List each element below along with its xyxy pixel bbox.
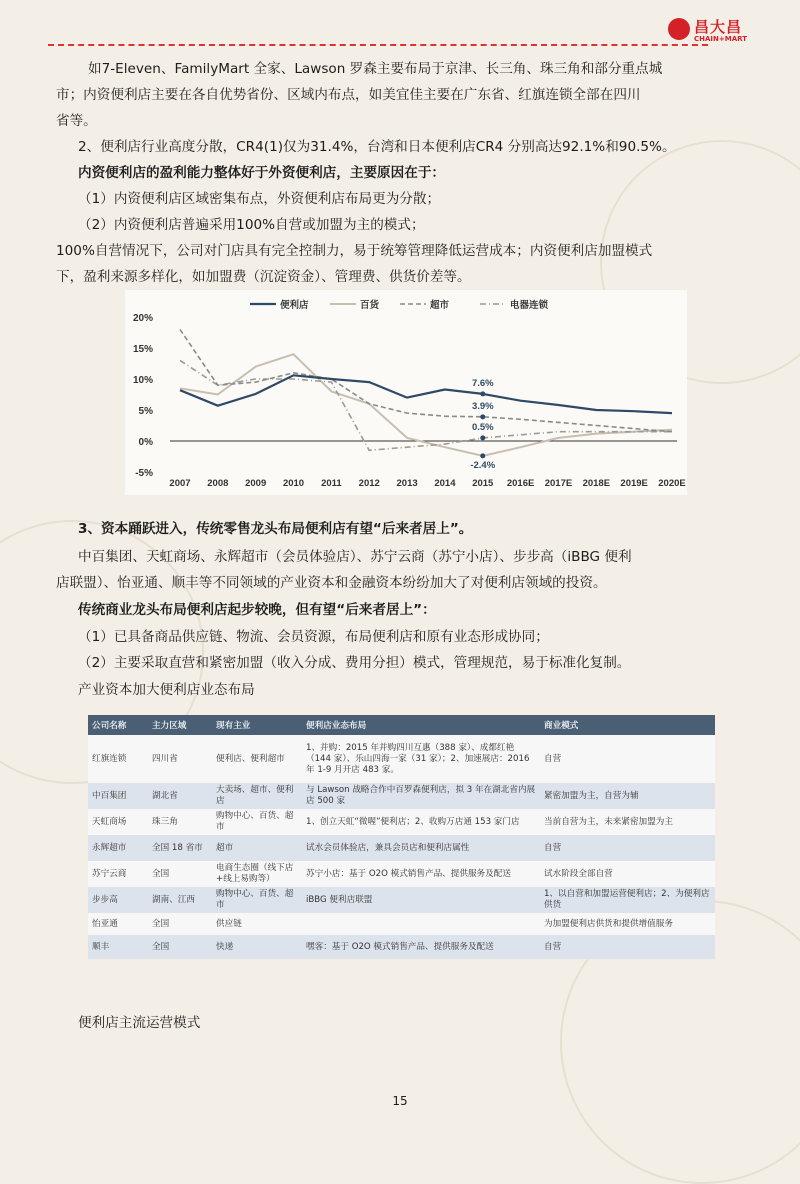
table-header-row: [88, 715, 715, 735]
data-label: 0.5%: [471, 421, 494, 433]
table-cell: 自营: [540, 735, 715, 783]
chart-lines: [180, 329, 672, 456]
y-tick-label: -5%: [135, 468, 153, 479]
chart-axes: [133, 313, 686, 489]
table-cell: 湖北省: [148, 783, 212, 809]
legend-label: 百货: [360, 300, 380, 311]
series-line-便利店: [180, 375, 672, 413]
table-cell: 天虹商场: [88, 809, 148, 835]
logo-mark-icon: [668, 18, 690, 40]
y-tick-label: 0%: [138, 437, 153, 448]
y-tick-label: 5%: [138, 406, 153, 417]
x-tick-label: 2010: [282, 478, 305, 489]
table-cell: 快递: [212, 935, 302, 959]
table-cell: 中百集团: [88, 783, 148, 809]
page-number: 15: [392, 1094, 408, 1108]
paragraph-line: 如7-Eleven、FamilyMart 全家、Lawson 罗森主要布局于京津、长三角、珠三角和部分重点城: [88, 61, 663, 77]
series-line-电器连锁: [180, 360, 672, 450]
table-header-cell: 商业模式: [540, 715, 715, 735]
data-label: 3.9%: [471, 400, 494, 412]
table-cell: 电商生态圈（线下店+线上易购等）: [212, 861, 302, 887]
table-cell: 珠三角: [148, 809, 212, 835]
header-divider: [48, 44, 708, 46]
paragraph-line: 店联盟）、怡亚通、顺丰等不同领域的产业资本和金融资本纷纷加大了对便利店领域的投资。: [56, 575, 607, 591]
table-cell: 自营: [540, 935, 715, 959]
table-cell: iBBG 便利店联盟: [302, 887, 540, 913]
logo-sub-text: CHAIN+MART: [694, 35, 747, 43]
table-row: [88, 913, 715, 935]
x-tick-label: 2015: [472, 478, 494, 489]
table-cell: 嘿客：基于 O2O 模式销售产品、提供服务及配送: [302, 935, 540, 959]
section-heading: 3、资本踊跃进入，传统零售龙头布局便利店有望“后来者居上”。: [78, 521, 473, 537]
table-row: [88, 783, 715, 809]
table-cell: 1、并购：2015 年并购四川互惠（388 家）、成都红艳（144 家）、乐山四海一家（31 家）；2、加速展店：2016 年 1-9 月开店 483 家。: [302, 735, 540, 783]
table-cell: 顺丰: [88, 935, 148, 959]
table-header-cell: 便利店业态布局: [302, 715, 540, 735]
y-tick-label: 20%: [132, 313, 153, 324]
table-cell: 全国: [148, 935, 212, 959]
table-cell: 自营: [540, 835, 715, 861]
x-tick-label: 2007: [169, 478, 191, 489]
paragraph-line: 便利店主流运营模式: [78, 1015, 201, 1031]
table-cell: [302, 913, 540, 935]
logo-brand-text: 昌大昌: [694, 18, 743, 36]
table-cell: 全国: [148, 861, 212, 887]
paragraph-line: 内资便利店的盈利能力整体好于外资便利店，主要原因在于：: [78, 165, 446, 181]
x-tick-label: 2014: [434, 478, 456, 489]
y-tick-label: 15%: [132, 344, 153, 355]
data-point: [480, 435, 485, 440]
table-row: [88, 835, 715, 861]
data-point: [480, 414, 485, 419]
table-cell: 湖南、江西: [148, 887, 212, 913]
paragraph-line: （1）内资便利店区域密集布点，外资便利店布局更为分散；: [78, 191, 441, 207]
table-cell: 购物中心、百货、超市: [212, 887, 302, 913]
chart-legend: [250, 299, 549, 311]
table-cell: 超市: [212, 835, 302, 861]
x-tick-label: 2019E: [620, 478, 648, 489]
table-cell: 试水会员体验店，兼具会员店和便利店属性: [302, 835, 540, 861]
paragraph-line: 省等。: [56, 113, 97, 129]
table-header-cell: 主力区域: [148, 715, 212, 735]
x-tick-label: 2012: [358, 478, 380, 489]
table-cell: 1、创立天虹“微喔”便利店；2、收购万店通 153 家门店: [302, 809, 540, 835]
table-row: [88, 887, 715, 913]
table-cell: 便利店、便利超市: [212, 735, 302, 783]
table-cell: 怡亚通: [88, 913, 148, 935]
x-tick-label: 2008: [207, 478, 229, 489]
table-cell: 供应链: [212, 913, 302, 935]
x-tick-label: 2011: [321, 478, 342, 489]
x-tick-label: 2013: [396, 478, 418, 489]
table-cell: 苏宁小店：基于 O2O 模式销售产品、提供服务及配送: [302, 861, 540, 887]
table-cell: 苏宁云商: [88, 861, 148, 887]
x-tick-label: 2016E: [506, 478, 535, 489]
table-cell: 大卖场、超市、便利店: [212, 783, 302, 809]
x-tick-label: 2009: [245, 478, 267, 489]
paragraph-line: （2）主要采取直营和紧密加盟（收入分成、费用分担）模式，管理规范，易于标准化复制。: [78, 655, 631, 671]
x-tick-label: 2017E: [544, 478, 573, 489]
y-tick-label: 10%: [132, 375, 153, 386]
table-row: [88, 861, 715, 887]
table-row: [88, 935, 715, 959]
table-row: [88, 809, 715, 835]
data-point: [480, 453, 485, 458]
paragraph-line: 产业资本加大便利店业态布局: [78, 682, 255, 698]
series-line-超市: [180, 329, 672, 431]
paragraph-line: 传统商业龙头布局便利店起步较晚，但有望“后来者居上”：: [78, 602, 436, 618]
table-cell: 为加盟便利店供货和提供增值服务: [540, 913, 715, 935]
growth-line-chart: [125, 290, 687, 495]
legend-label: 电器连锁: [510, 300, 549, 311]
table-row: [88, 735, 715, 783]
table-header-cell: 现有主业: [212, 715, 302, 735]
paragraph-line: 市；内资便利店主要在各自优势省份、区域内布点，如美宜佳主要在广东省、红旗连锁全部在四川: [56, 87, 641, 103]
paragraph-line: 中百集团、天虹商场、永辉超市（会员体验店）、苏宁云商（苏宁小店）、步步高（iBBG 便利: [78, 549, 632, 565]
paragraph-line: 下，盈利来源多样化，如加盟费（沉淀资金）、管理费、供货价差等。: [56, 269, 471, 285]
paragraph-line: （2）内资便利店普遍采用100%自营或加盟为主的模式；: [78, 217, 425, 233]
table-cell: 全国 18 省市: [148, 835, 212, 861]
investment-table: [88, 715, 715, 997]
legend-label: 超市: [430, 300, 450, 311]
paragraph-line: 2、便利店行业高度分散，CR4(1)仅为31.4%，台湾和日本便利店CR4 分别高达92.1%和90.5%。: [78, 139, 676, 155]
table-cell: 永辉超市: [88, 835, 148, 861]
table-header-cell: 公司名称: [88, 715, 148, 735]
x-tick-label: 2020E: [658, 478, 686, 489]
table-cell: 当前自营为主，未来紧密加盟为主: [540, 809, 715, 835]
data-point: [480, 391, 485, 396]
x-tick-label: 2018E: [582, 478, 611, 489]
table-cell: 全国: [148, 913, 212, 935]
data-label: -2.4%: [470, 459, 496, 471]
paragraph-line: （1）已具备商品供应链、物流、会员资源，布局便利店和原有业态形成协同；: [78, 629, 549, 645]
table-cell: 步步高: [88, 887, 148, 913]
table-cell: 试水阶段全部自营: [540, 861, 715, 887]
table-cell: 紧密加盟为主，自营为辅: [540, 783, 715, 809]
legend-label: 便利店: [280, 300, 309, 311]
paragraph-line: 100%自营情况下，公司对门店具有完全控制力，易于统筹管理降低运营成本；内资便利店加盟模式: [56, 243, 653, 259]
table-cell: 购物中心、百货、超市: [212, 809, 302, 835]
table-cell: 红旗连锁: [88, 735, 148, 783]
data-label: 7.6%: [471, 377, 494, 389]
table-cell: 与 Lawson 战略合作中百罗森便利店，拟 3 年在湖北省内展店 500 家: [302, 783, 540, 809]
table-cell: 1、以自营和加盟运营便利店；2、为便利店供货: [540, 887, 715, 913]
chart-svg: [125, 290, 687, 495]
table-cell: 四川省: [148, 735, 212, 783]
